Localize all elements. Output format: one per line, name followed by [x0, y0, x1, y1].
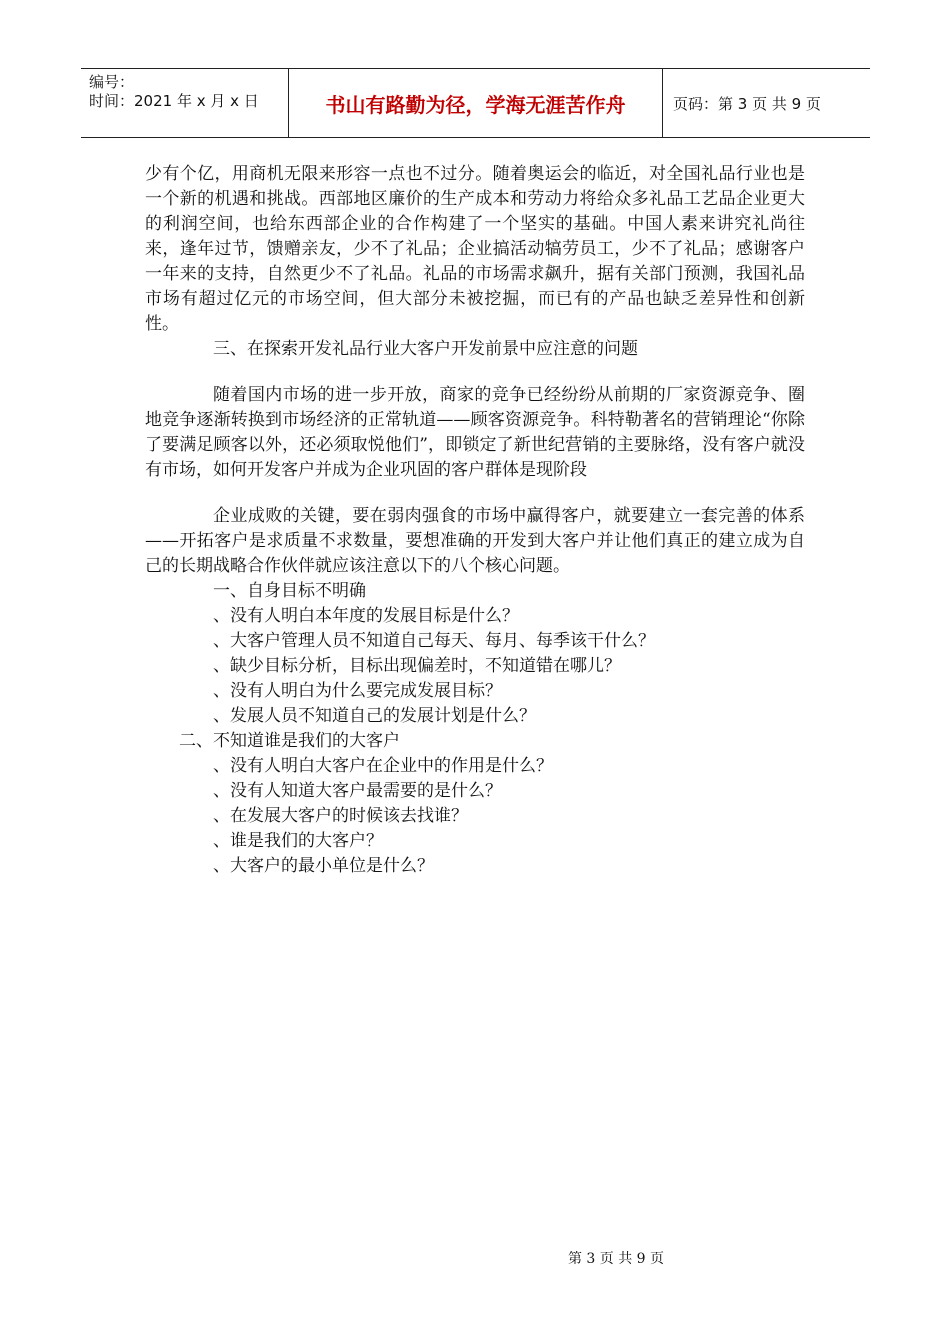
list-item: 、大客户管理人员不知道自己每天、每月、每季该干什么？ [213, 631, 655, 651]
list-item: 、谁是我们的大客户？ [213, 831, 383, 851]
header-motto: 书山有路勤为径，学海无涯苦作舟 [289, 69, 663, 137]
document-body [145, 162, 805, 879]
list-item: 、没有人明白大客户在企业中的作用是什么？ [213, 756, 553, 776]
page-header [81, 68, 870, 138]
list-item: 、没有人明白为什么要完成发展目标？ [213, 681, 502, 701]
subsection-heading: 一、自身目标不明确 [213, 581, 366, 601]
serial-label: 编号： [89, 73, 135, 91]
paragraph: 少有个亿，用商机无限来形容一点也不过分。随着奥运会的临近，对全国礼品行业也是一个新的机遇和挑战。西部地区廉价的生产成本和劳动力将给众多礼品工艺品企业更大的利润空间，也给东西部企业的合作构建了一个坚实的基础。中国人素来讲究礼尚往来，逢年过节，馈赠亲友，少不了礼品；企业搞活动犒劳员工，少不了礼品；感谢客户一年来的支持，自然更少不了礼品。礼品的市场需求飙升，据有关部门预测，我国礼品市场有超过亿元的市场空间，但大部分未被挖掘，而已有的产品也缺乏差异性和创新性。 [145, 164, 805, 334]
subsection-heading: 二、不知道谁是我们的大客户 [179, 731, 400, 751]
list-item: 、没有人知道大客户最需要的是什么？ [213, 781, 502, 801]
page-footer [0, 1248, 950, 1268]
header-meta [81, 69, 289, 137]
date-text: 时间：2021 年 x 月 x 日 [89, 92, 259, 110]
paragraph: 企业成败的关键，要在弱肉强食的市场中赢得客户，就要建立一套完善的体系——开拓客户是求质量不求数量，要想准确的开发到大客户并让他们真正的建立成为自己的长期战略合作伙伴就应该注意以下的八个核心问题。 [145, 506, 805, 576]
list-item: 、发展人员不知道自己的发展计划是什么？ [213, 706, 536, 726]
footer-page-number: 第 3 页 共 9 页 [567, 1251, 665, 1267]
list-item: 、没有人明白本年度的发展目标是什么？ [213, 606, 519, 626]
list-item: 、大客户的最小单位是什么？ [213, 856, 434, 876]
list-item: 、在发展大客户的时候该去找谁？ [213, 806, 468, 826]
paragraph: 随着国内市场的进一步开放，商家的竞争已经纷纷从前期的厂家资源竞争、圈地竞争逐渐转换到市场经济的正常轨道——顾客资源竞争。科特勒著名的营销理论“你除了要满足顾客以外，还必须取悦他们”，即锁定了新世纪营销的主要脉络，没有客户就没有市场，如何开发客户并成为企业巩固的客户群体是现阶段 [145, 385, 805, 480]
section-heading: 三、在探索开发礼品行业大客户开发前景中应注意的问题 [213, 339, 638, 359]
list-item: 、缺少目标分析，目标出现偏差时，不知道错在哪儿？ [213, 656, 621, 676]
header-page-indicator: 页码：第 3 页 共 9 页 [673, 94, 821, 113]
